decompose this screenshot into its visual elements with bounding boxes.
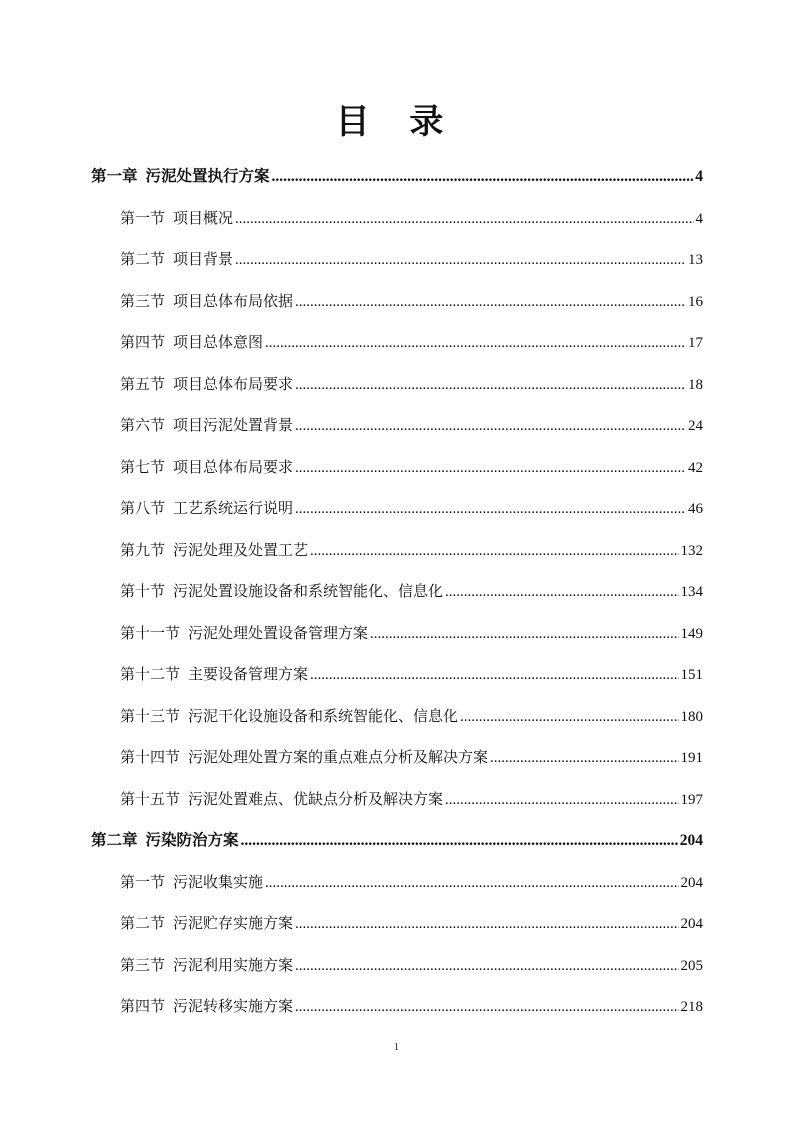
toc-entry-number: 第二节: [120, 250, 166, 268]
toc-dot-leader: [295, 370, 686, 400]
toc-entry-title: 污泥干化设施设备和系统智能化、信息化: [188, 707, 459, 725]
toc-entry-page: 191: [680, 750, 703, 766]
toc-dot-leader: [265, 328, 686, 358]
toc-entry-title: 项目总体意图: [173, 333, 264, 351]
toc-section-2-3[interactable]: [120, 950, 703, 980]
toc-entry-title: 污泥利用实施方案: [173, 956, 294, 974]
toc-dot-leader: [445, 577, 678, 607]
toc-entry-page: 16: [688, 294, 703, 310]
toc-dot-leader: [295, 909, 678, 939]
toc-dot-leader: [370, 619, 678, 649]
toc-entry-page: 204: [680, 916, 703, 932]
toc-entry-title: 污泥处理处置设备管理方案: [188, 624, 369, 642]
toc-entry-number: 第五节: [120, 375, 166, 393]
toc-entry-page: 197: [680, 792, 703, 808]
toc-entry-number: 第十一节: [120, 624, 181, 642]
toc-entry-page: 149: [680, 626, 703, 642]
toc-section-1-2[interactable]: [120, 244, 703, 274]
toc-section-1-1[interactable]: [120, 203, 703, 233]
toc-section-1-5[interactable]: [120, 369, 703, 399]
toc-entry-number: 第二节: [120, 914, 166, 932]
toc-dot-leader: [310, 660, 678, 690]
toc-dot-leader: [235, 245, 686, 275]
toc-section-1-3[interactable]: [120, 286, 703, 316]
toc-entry-number: 第四节: [120, 333, 166, 351]
toc-entry-number: 第十五节: [120, 790, 181, 808]
toc-section-2-1[interactable]: [120, 867, 703, 897]
toc-dot-leader: [295, 951, 678, 981]
toc-entry-title: 污泥收集实施: [173, 873, 264, 891]
toc-dot-leader: [265, 868, 678, 898]
toc-section-1-6[interactable]: [120, 410, 703, 440]
toc-entry-number: 第一节: [120, 873, 166, 891]
toc-entry-page: 204: [679, 832, 703, 849]
toc-entry-number: 第十三节: [120, 707, 181, 725]
toc-entry-title: 主要设备管理方案: [188, 665, 309, 683]
toc-section-2-2[interactable]: [120, 908, 703, 938]
toc-dot-leader: [272, 162, 694, 192]
toc-entry-title: 工艺系统运行说明: [173, 499, 294, 517]
toc-entry-title: 污泥处理处置方案的重点难点分析及解决方案: [188, 748, 489, 766]
toc-entry-page: 18: [688, 377, 703, 393]
toc-entry-page: 24: [688, 418, 703, 434]
toc-entry-title: 污泥处置难点、优缺点分析及解决方案: [188, 790, 444, 808]
toc-section-1-15[interactable]: [120, 784, 703, 814]
toc-section-1-12[interactable]: [120, 659, 703, 689]
toc-entry-number: 第一章: [91, 166, 138, 185]
toc-entry-number: 第九节: [120, 541, 166, 559]
toc-dot-leader: [295, 453, 686, 483]
toc-entry-title: 污泥处置设施设备和系统智能化、信息化: [173, 582, 444, 600]
toc-chapter-1[interactable]: [91, 161, 703, 191]
toc-entry-page: 46: [688, 501, 703, 517]
toc-section-1-4[interactable]: [120, 327, 703, 357]
toc-entry-title: 项目总体布局要求: [173, 375, 294, 393]
toc-section-1-7[interactable]: [120, 452, 703, 482]
toc-entry-number: 第七节: [120, 458, 166, 476]
toc-section-1-9[interactable]: [120, 535, 703, 565]
toc-entry-number: 第十节: [120, 582, 166, 600]
toc-dot-leader: [295, 287, 686, 317]
toc-entry-page: 134: [680, 584, 703, 600]
toc-section-1-10[interactable]: [120, 576, 703, 606]
toc-entry-number: 第三节: [120, 292, 166, 310]
toc-entry-title: 项目污泥处置背景: [173, 416, 294, 434]
toc-entry-title: 项目背景: [173, 250, 234, 268]
toc-entry-title: 项目总体布局依据: [173, 292, 294, 310]
toc-entry-number: 第六节: [120, 416, 166, 434]
toc-section-1-14[interactable]: [120, 742, 703, 772]
toc-dot-leader: [310, 536, 678, 566]
toc-entry-page: 13: [688, 252, 703, 268]
toc-entry-number: 第二章: [91, 830, 138, 849]
toc-entry-page: 204: [680, 875, 703, 891]
toc-dot-leader: [295, 494, 686, 524]
toc-entry-title: 污泥转移实施方案: [173, 997, 294, 1015]
toc-entry-page: 4: [695, 211, 703, 227]
toc-section-1-8[interactable]: [120, 493, 703, 523]
toc-entry-number: 第三节: [120, 956, 166, 974]
toc-entry-number: 第四节: [120, 997, 166, 1015]
toc-dot-leader: [235, 204, 693, 234]
toc-dot-leader: [460, 702, 678, 732]
page-number: 1: [394, 1042, 399, 1053]
toc-section-1-11[interactable]: [120, 618, 703, 648]
toc-entry-page: 151: [680, 667, 703, 683]
toc-entry-title: 污泥处置执行方案: [145, 166, 270, 185]
toc-entry-number: 第八节: [120, 499, 166, 517]
toc-entry-title: 污染防治方案: [145, 830, 239, 849]
toc-entry-title: 项目概况: [173, 209, 234, 227]
toc-entry-page: 17: [688, 335, 703, 351]
toc-dot-leader: [241, 826, 678, 856]
toc-section-1-13[interactable]: [120, 701, 703, 731]
toc-entry-page: 205: [680, 958, 703, 974]
toc-entry-title: 项目总体布局要求: [173, 458, 294, 476]
toc-entry-number: 第一节: [120, 209, 166, 227]
toc-entry-page: 42: [688, 460, 703, 476]
toc-chapter-2[interactable]: [91, 825, 703, 855]
toc-dot-leader: [445, 785, 678, 815]
toc-entry-title: 污泥处理及处置工艺: [173, 541, 309, 559]
toc-entry-number: 第十四节: [120, 748, 181, 766]
toc-entry-page: 4: [695, 168, 703, 185]
toc-entry-title: 污泥贮存实施方案: [173, 914, 294, 932]
page-title: 目 录: [335, 102, 458, 142]
toc-section-2-4[interactable]: [120, 991, 703, 1021]
toc-entry-number: 第十二节: [120, 665, 181, 683]
toc-dot-leader: [295, 411, 686, 441]
toc-entry-page: 180: [680, 709, 703, 725]
toc-dot-leader: [295, 992, 678, 1022]
toc-dot-leader: [490, 743, 678, 773]
toc-entry-page: 218: [680, 999, 703, 1015]
toc-entry-page: 132: [680, 543, 703, 559]
